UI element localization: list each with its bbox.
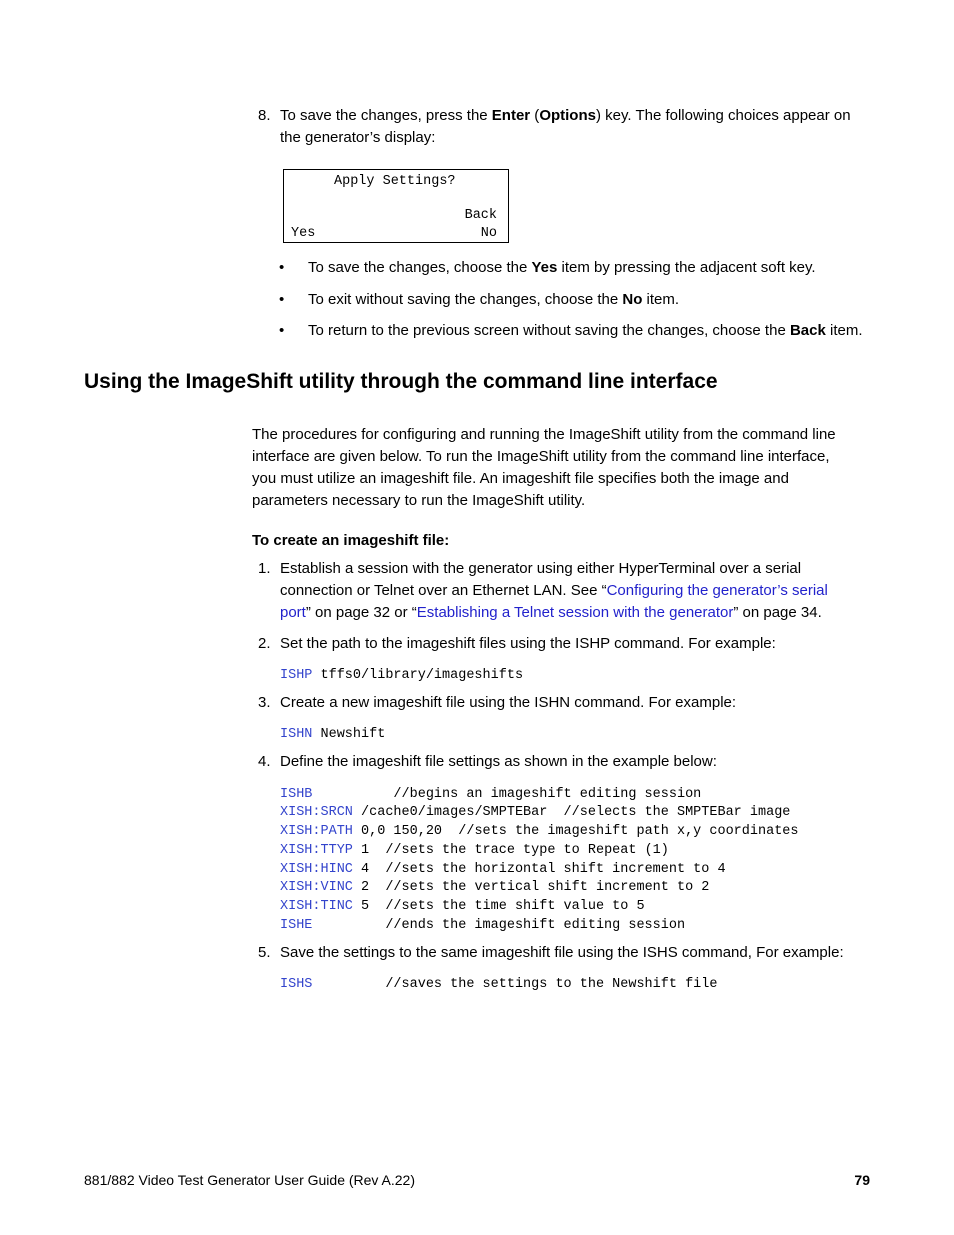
command-keyword: ISHN [280, 727, 313, 742]
step-number: 1. [258, 560, 271, 577]
key-name: Options [539, 107, 596, 124]
bullet-mark: • [279, 322, 285, 339]
code-line: XISH:TINC 5 //sets the time shift value to 5 [280, 899, 645, 914]
display-back: Back [464, 208, 497, 223]
code-line: ISHB //begins an imageshift editing session [280, 787, 702, 802]
bullet-mark: • [279, 291, 285, 308]
code-line: XISH:PATH 0,0 150,20 //sets the imageshift path x,y coordinates [280, 824, 799, 839]
serial-port-link[interactable]: port [280, 604, 306, 621]
step-number: 3. [258, 694, 271, 711]
step-number: 2. [258, 635, 271, 652]
page-number: 79 [854, 1172, 870, 1188]
code-line: XISH:TTYP 1 //sets the trace type to Repeat (1) [280, 843, 669, 858]
code-line: ISHS //saves the settings to the Newshift file [280, 977, 718, 992]
code-line: XISH:SRCN /cache0/images/SMPTEBar //selects the SMPTEBar image [280, 805, 791, 820]
code-line: XISH:HINC 4 //sets the horizontal shift increment to 4 [280, 862, 726, 877]
step-text-cont: the generator’s display: [280, 129, 436, 146]
display-title: Apply Settings? [334, 174, 456, 189]
procedure-title: To create an imageshift file: [252, 532, 450, 549]
code-line: ISHP tffs0/library/imageshifts [280, 668, 524, 683]
step-number: 8. [258, 107, 271, 124]
code-line: ISHN Newshift [280, 727, 386, 742]
serial-port-link[interactable]: Configuring the generator’s serial [606, 582, 828, 599]
section-heading: Using the ImageShift utility through the command line interface [84, 370, 718, 393]
bullet-mark: • [279, 259, 285, 276]
display-yes: Yes [291, 226, 316, 241]
key-name: Enter [491, 107, 531, 124]
code-line: ISHE //ends the imageshift editing session [280, 918, 686, 933]
display-no: No [480, 226, 497, 241]
code-line: XISH:VINC 2 //sets the vertical shift increment to 2 [280, 880, 710, 895]
footer-title: 881/882 Video Test Generator User Guide (Rev A.22) [84, 1172, 416, 1188]
command-keyword: ISHS [280, 977, 313, 992]
step-number: 4. [258, 753, 271, 770]
telnet-session-link[interactable]: Establishing a Telnet session with the generator [416, 604, 734, 621]
step-text: To save the changes, press the Enter (Options) key. The following choices appear on [280, 107, 851, 124]
command-keyword: ISHP [280, 668, 313, 683]
generator-display [283, 169, 509, 243]
step-number: 5. [258, 944, 271, 961]
